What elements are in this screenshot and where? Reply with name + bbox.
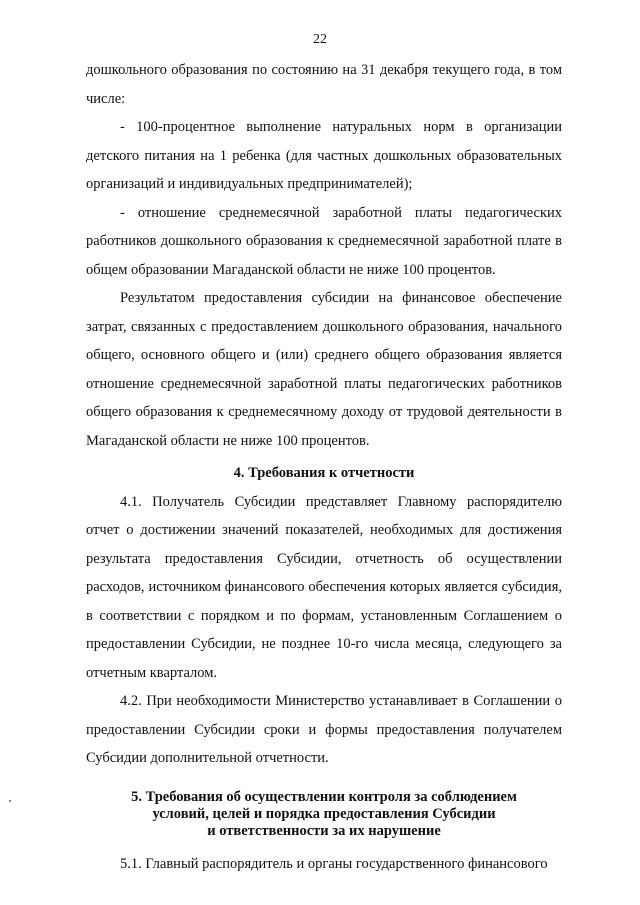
paragraph-4-2: 4.2. При необходимости Министерство устанавливает в Соглашении о предоставлении Субсидии сроки и формы предоставления получателем Субсидии дополнительной отчетности. [86, 693, 562, 766]
document-body [86, 56, 562, 878]
section-5-heading-line-3: и ответственности за их нарушение [207, 822, 441, 839]
list-item-nutrition-norms: - 100-процентное выполнение натуральных норм в организации детского питания на 1 ребенка (для частных дошкольных образовательных организаций и индивидуальных предпринимателей); [86, 119, 562, 192]
paragraph-5-1: 5.1. Главный распорядитель и органы государственного финансового [120, 855, 548, 872]
scan-speck [9, 800, 11, 802]
section-5-heading [86, 789, 562, 840]
paragraph-subsidy-result: Результатом предоставления субсидии на финансовое обеспечение затрат, связанных с предоставлением дошкольного образования, начального общего, основного общего и (или) среднего общего образования является отношение среднемесячной заработной платы педагогических работников общего образования к среднемесячному доходу от трудовой деятельности в Магаданской области не ниже 100 процентов. [86, 290, 562, 449]
section-4-heading: 4. Требования к отчетности [233, 465, 415, 481]
paragraph-4-1: 4.1. Получатель Субсидии представляет Главному распорядителю отчет о достижении значений показателей, необходимых для достижения результата предоставления Субсидии, отчетность об осуществлении расходов, источником финансового обеспечения которых является субсидия, в соответствии с порядком и по формам, установленным Соглашением о предоставлении Субсидии, не позднее 10-го числа месяца, следующего за отчетным кварталом. [86, 493, 562, 681]
section-5-heading-line-1: 5. Требования об осуществлении контроля за соблюдением [131, 788, 517, 805]
section-5-heading-line-2: условий, целей и порядка предоставления Субсидии [152, 805, 496, 822]
paragraph-continuation: дошкольного образования по состоянию на 31 декабря текущего года, в том числе: [86, 62, 562, 107]
list-item-salary-ratio: - отношение среднемесячной заработной платы педагогических работников дошкольного образования к среднемесячной заработной плате в общем образовании Магаданской области не ниже 100 процентов. [86, 204, 562, 278]
page-number: 22 [313, 32, 327, 47]
